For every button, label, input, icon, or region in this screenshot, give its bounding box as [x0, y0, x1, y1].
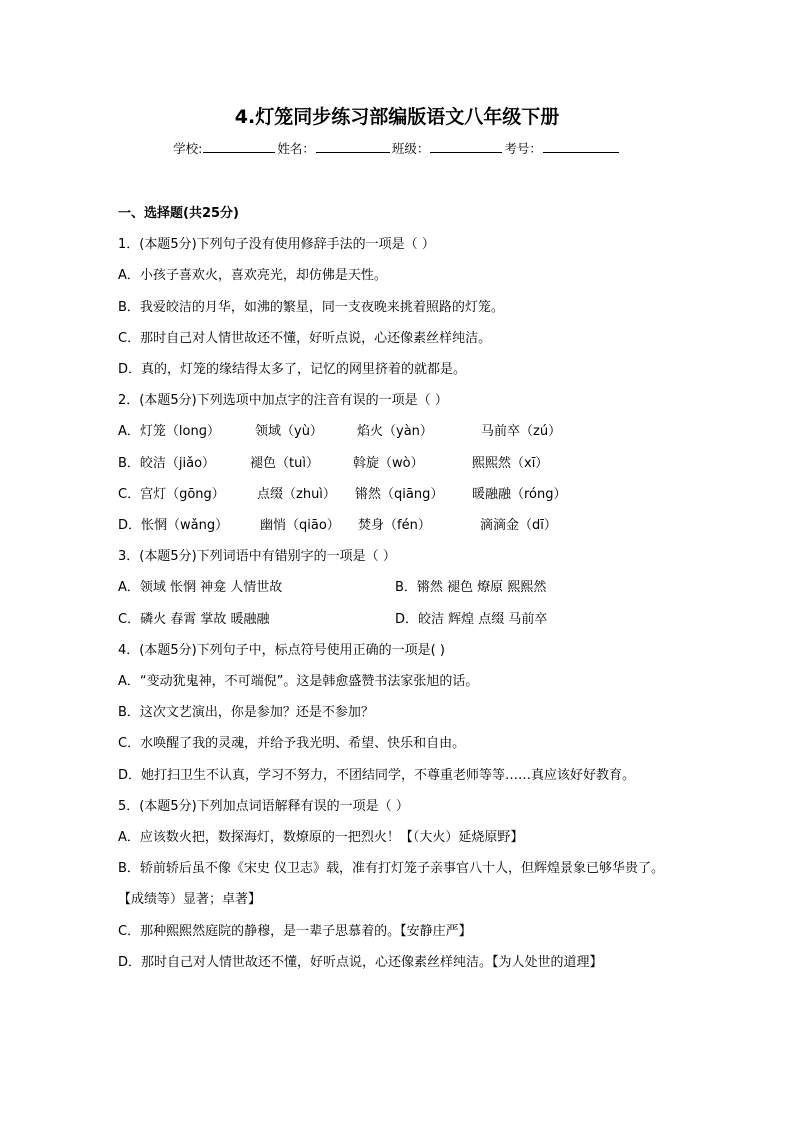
class-label: 班级： — [391, 141, 430, 156]
school-label: 学校: — [173, 141, 203, 156]
option-cell: C．宫灯（gōng） — [118, 486, 225, 502]
question-2-option-c — [118, 479, 678, 510]
option-cell: 锵然（qiāng） — [355, 486, 444, 502]
question-5-option-c: C．那种熙熙然庭院的静穆，是一辈子思慕着的。【安静庄严】 — [118, 923, 472, 939]
question-list — [118, 198, 678, 978]
question-3-options-ab — [118, 572, 678, 603]
question-2-option-a — [118, 416, 678, 447]
page-title: 4.灯笼同步练习部编版语文八年级下册 — [234, 106, 560, 128]
exam-no-blank[interactable] — [543, 138, 619, 153]
question-3-option-b: B．锵然 褪色 燎原 熙熙然 — [395, 580, 547, 596]
question-1-stem: 1．(本题5分)下列句子没有使用修辞手法的一项是（ ） — [118, 237, 435, 253]
option-cell: 滴滴金（dī） — [480, 518, 557, 534]
question-5-option-d: D．那时自己对人情世故还不懂，好听点说，心还像素丝样纯洁。【为人处世的道理】 — [118, 954, 603, 970]
question-5-stem: 5．(本题5分)下列加点词语解释有误的一项是（ ） — [118, 798, 409, 814]
question-4-option-a: A．“变动犹鬼神，不可端倪”。这是韩愈盛赞书法家张旭的话。 — [118, 674, 479, 690]
option-cell: A．灯笼（lonɡ） — [118, 424, 220, 440]
exam-no-label: 考号： — [504, 141, 542, 156]
option-cell: 褪色（tuì） — [250, 455, 319, 471]
question-3-stem: 3．(本题5分)下列词语中有错别字的一项是（ ） — [118, 549, 396, 565]
question-2-stem: 2．(本题5分)下列选项中加点字的注音有误的一项是（ ） — [118, 393, 448, 409]
question-1-option-b: B．我爱皎洁的月华，如沸的繁星，同一支夜晚来挑着照路的灯笼。 — [118, 299, 504, 315]
question-4-option-b: B．这次文艺演出，你是参加？还是不参加？ — [118, 705, 374, 721]
question-5-option-a: A．应该数火把，数探海灯，数燎原的一把烈火！【（大火）延烧原野】 — [118, 830, 524, 846]
option-cell: 幽悄（qiāo） — [260, 518, 340, 534]
question-2-option-d — [118, 510, 678, 541]
option-cell: 马前卒（zú） — [481, 424, 562, 440]
question-1-option-a: A．小孩子喜欢火，喜欢亮光，却仿佛是天性。 — [118, 268, 387, 284]
option-cell: 领域（yù） — [255, 424, 323, 440]
question-3-option-d: D．皎洁 辉煌 点缀 马前卒 — [395, 611, 548, 627]
question-3-option-a: A．领域 怅惘 神龛 人情世故 — [118, 580, 283, 596]
question-4-stem: 4．(本题5分)下列句子中，标点符号使用正确的一项是( ) — [118, 642, 445, 658]
question-4-option-c: C．水唤醒了我的灵魂，并给予我光明、希望、快乐和自由。 — [118, 736, 466, 752]
option-cell: 焚身（fén） — [358, 518, 431, 534]
option-cell: 暖融融（róng） — [472, 486, 567, 502]
question-3-option-c: C．磷火 春霄 掌故 暖融融 — [118, 611, 270, 627]
section-title: 一、选择题(共25分) — [118, 206, 239, 221]
option-cell: 点缀（zhuì） — [257, 486, 336, 502]
name-label: 姓名： — [277, 141, 315, 156]
question-1-option-c: C．那时自己对人情世故还不懂，好听点说，心还像素丝样纯洁。 — [118, 330, 492, 346]
option-cell: 熙熙然（xī） — [472, 455, 549, 471]
option-cell: B．皎洁（jiǎo） — [118, 455, 216, 471]
student-info-line — [0, 138, 794, 158]
class-blank[interactable] — [430, 138, 502, 153]
option-cell: 焰火（yàn） — [357, 424, 433, 440]
question-1-option-d: D．真的，灯笼的缘结得太多了，记忆的网里挤着的就都是。 — [118, 362, 467, 378]
question-5-option-b: B．轿前轿后虽不像《宋史 仪卫志》载，准有打灯笼子亲事官八十人，但辉煌景象已够华贵了。【成绩等）显著；卓著】 — [118, 861, 665, 908]
school-blank[interactable] — [203, 138, 275, 153]
option-cell: D．怅惘（wǎng） — [118, 518, 229, 534]
question-4-option-d: D．她打扫卫生不认真，学习不努力，不团结同学，不尊重老师等等……真应该好好教育。 — [118, 767, 636, 783]
option-cell: 斡旋（wò） — [353, 455, 424, 471]
question-2-option-b — [118, 448, 678, 479]
question-3-options-cd — [118, 604, 678, 635]
name-blank[interactable] — [316, 138, 390, 153]
